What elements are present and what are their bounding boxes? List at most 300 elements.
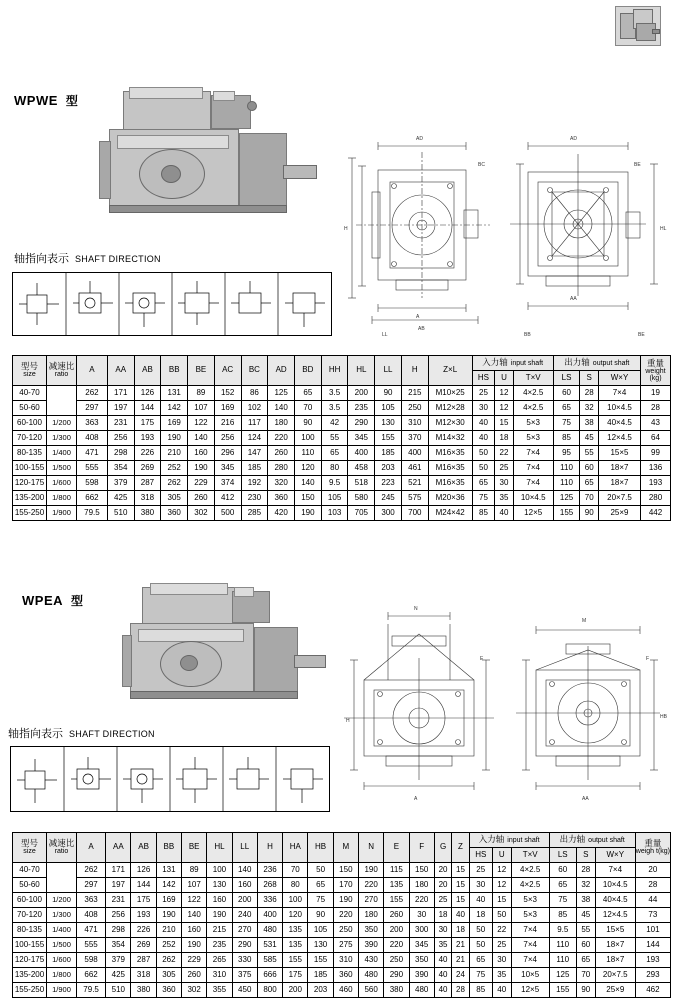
cell-value: 375 — [232, 968, 257, 983]
cell-value: 9.5 — [321, 476, 348, 491]
th2-output-shaft: 出力轴 output shaft — [549, 833, 635, 848]
cell-value: 260 — [268, 446, 295, 461]
th2-HA: HA — [283, 833, 308, 863]
cell-value: 210 — [161, 446, 188, 461]
cell-value: 160 — [207, 893, 232, 908]
cell-output-shaft: 60 — [580, 461, 599, 476]
cell-weight: 99 — [641, 446, 671, 461]
table-row — [13, 401, 671, 416]
cell-output-shaft: 40×4.5 — [595, 893, 635, 908]
cell-value: 531 — [257, 938, 282, 953]
cell-value: 28 — [452, 983, 469, 998]
cell-value: 107 — [188, 401, 215, 416]
cell-value: 296 — [214, 446, 241, 461]
cell-output-shaft: 110 — [549, 938, 576, 953]
cell-value: 420 — [268, 506, 295, 521]
cell-value: 305 — [161, 491, 188, 506]
cell-value: 220 — [333, 908, 358, 923]
cell-input-shaft: 35 — [495, 491, 513, 506]
cell-value: 521 — [401, 476, 428, 491]
cell-value: 318 — [131, 968, 156, 983]
cell-value: 89 — [182, 863, 207, 878]
cell-value: 560 — [359, 983, 384, 998]
cell-output-shaft: 75 — [549, 893, 576, 908]
cell-ratio: 1/800 — [47, 968, 77, 983]
th2-WxY: W×Y — [595, 848, 635, 863]
cell-value: 379 — [107, 476, 134, 491]
cell-value: 122 — [182, 893, 207, 908]
th-size: 型号 size — [13, 356, 47, 386]
cell-input-shaft: 4×2.5 — [513, 386, 553, 401]
cell-size: 100-155 — [13, 938, 47, 953]
cell-value: 140 — [295, 476, 322, 491]
th-AC: AC — [214, 356, 241, 386]
cell-value: 250 — [384, 953, 409, 968]
shaft-direction-en-2: SHAFT DIRECTION — [69, 729, 155, 739]
cell-value: 585 — [257, 953, 282, 968]
th-TxV: T×V — [513, 371, 553, 386]
cell-output-shaft: 12×4.5 — [595, 908, 635, 923]
cell-value: 250 — [333, 923, 358, 938]
cell-ratio — [47, 863, 77, 893]
th-AD: AD — [268, 356, 295, 386]
shaft-direction-cn: 轴指向表示 — [14, 253, 69, 265]
cell-input-shaft: 25 — [492, 938, 511, 953]
cell-value: 130 — [308, 938, 333, 953]
cell-value: 330 — [232, 953, 257, 968]
cell-output-shaft: 32 — [580, 401, 599, 416]
section-title-suffix: 型 — [65, 94, 79, 108]
cell-value: 169 — [161, 416, 188, 431]
th-weight: 重量 weight (kg) — [641, 356, 671, 386]
th-LS: LS — [553, 371, 580, 386]
cell-value: 510 — [106, 983, 131, 998]
cell-value: 345 — [409, 938, 434, 953]
svg-text:E: E — [480, 656, 484, 662]
svg-text:AD: AD — [570, 136, 577, 142]
cell-value: 226 — [134, 446, 161, 461]
cell-value: 555 — [77, 461, 108, 476]
cell-value: 70 — [283, 863, 308, 878]
cell-output-shaft: 18×7 — [599, 476, 641, 491]
cell-value: 297 — [77, 401, 108, 416]
table-row — [13, 416, 671, 431]
cell-value: 79.5 — [77, 506, 108, 521]
th2-E: E — [384, 833, 409, 863]
cell-value: 310 — [401, 416, 428, 431]
cell-output-shaft: 65 — [553, 401, 580, 416]
cell-value: 430 — [359, 953, 384, 968]
cell-value: 231 — [107, 416, 134, 431]
cell-value: 350 — [409, 953, 434, 968]
cell-output-shaft: 28 — [576, 863, 595, 878]
th-BB: BB — [161, 356, 188, 386]
cell-output-shaft: 60 — [576, 938, 595, 953]
cell-ratio: 1/400 — [47, 923, 77, 938]
table-row — [13, 476, 671, 491]
th-U: U — [495, 371, 513, 386]
table-row — [13, 893, 671, 908]
th2-A: A — [77, 833, 106, 863]
cell-size: 100-155 — [13, 461, 47, 476]
cell-input-shaft: 25 — [469, 863, 492, 878]
cell-value: 3.5 — [321, 401, 348, 416]
cell-input-shaft: 65 — [469, 953, 492, 968]
table-row — [13, 431, 671, 446]
cell-ratio: 1/500 — [47, 461, 77, 476]
cell-ratio: 1/800 — [47, 491, 77, 506]
cell-input-shaft: 15 — [492, 893, 511, 908]
cell-ratio: 1/600 — [47, 953, 77, 968]
cell-value: 40 — [434, 953, 451, 968]
cell-value: 260 — [188, 491, 215, 506]
cell-ratio: 1/300 — [47, 908, 77, 923]
cell-output-shaft: 65 — [576, 953, 595, 968]
cell-value: 175 — [134, 416, 161, 431]
cell-output-shaft: 45 — [576, 908, 595, 923]
cell-value: 120 — [283, 908, 308, 923]
cell-value: 25 — [434, 893, 451, 908]
cell-value: 135 — [283, 923, 308, 938]
cell-value: 126 — [134, 386, 161, 401]
cell-value: 40 — [434, 968, 451, 983]
cell-size: 120-175 — [13, 953, 47, 968]
cell-weight: 20 — [635, 863, 670, 878]
cell-value: 147 — [241, 446, 268, 461]
cell-output-shaft: 60 — [549, 863, 576, 878]
cell-value: 269 — [131, 938, 156, 953]
th-input-shaft: 入力轴 input shaft — [472, 356, 553, 371]
cell-value: 120 — [295, 461, 322, 476]
cell-value: 15 — [452, 893, 469, 908]
cell-value: 290 — [348, 416, 375, 431]
cell-value: 135 — [283, 938, 308, 953]
cell-value: 240 — [232, 908, 257, 923]
th2-H: H — [257, 833, 282, 863]
svg-text:BC: BC — [478, 162, 485, 168]
cell-input-shaft: 22 — [492, 923, 511, 938]
cell-value: 122 — [188, 416, 215, 431]
cell-size: 70-120 — [13, 431, 47, 446]
svg-text:BB: BB — [524, 332, 531, 338]
th-output-shaft: 出力轴 output shaft — [553, 356, 640, 371]
th-A: A — [77, 356, 108, 386]
cell-value: 598 — [77, 953, 106, 968]
spec-table-wpea — [12, 832, 671, 998]
cell-output-shaft: 95 — [553, 446, 580, 461]
cell-output-shaft: 55 — [580, 446, 599, 461]
cell-value: 193 — [131, 908, 156, 923]
cell-value: 115 — [384, 863, 409, 878]
cell-input-shaft: 30 — [492, 953, 511, 968]
cell-value: 425 — [107, 491, 134, 506]
table-row — [13, 908, 671, 923]
cell-output-shaft: 70 — [576, 968, 595, 983]
cell-input-shaft: 40 — [469, 893, 492, 908]
cell-input-shaft: 7×4 — [511, 938, 549, 953]
cell-input-shaft: 5×3 — [513, 431, 553, 446]
svg-text:A: A — [416, 314, 420, 320]
cell-value: 175 — [131, 893, 156, 908]
cell-value: 400 — [257, 908, 282, 923]
cell-value: 105 — [321, 491, 348, 506]
cell-input-shaft: 4×2.5 — [511, 878, 549, 893]
cell-value: 102 — [241, 401, 268, 416]
section-title-text: WPWE — [14, 93, 58, 108]
cell-weight: 462 — [635, 983, 670, 998]
section-title-suffix-2: 型 — [71, 594, 84, 608]
cell-value: 350 — [359, 923, 384, 938]
wpwe-product-photo — [95, 85, 325, 230]
cell-value: 229 — [182, 953, 207, 968]
cell-value: 160 — [182, 923, 207, 938]
cell-value: 142 — [156, 878, 181, 893]
cell-ratio: 1/900 — [47, 983, 77, 998]
table-row — [13, 938, 671, 953]
cell-input-shaft: 22 — [495, 446, 513, 461]
cell-value: 290 — [384, 968, 409, 983]
table-row — [13, 923, 671, 938]
cell-value: 180 — [268, 416, 295, 431]
cell-input-shaft: 30 — [469, 878, 492, 893]
cell-value: 260 — [384, 908, 409, 923]
table-row — [13, 968, 671, 983]
cell-value: 705 — [348, 506, 375, 521]
cell-input-shaft: 40 — [495, 506, 513, 521]
cell-weight: 28 — [641, 401, 671, 416]
cell-value: M10×25 — [428, 386, 472, 401]
cell-weight: 101 — [635, 923, 670, 938]
cell-value: 265 — [207, 953, 232, 968]
cell-value: 142 — [161, 401, 188, 416]
svg-text:AD: AD — [416, 136, 423, 142]
cell-value: 15 — [452, 878, 469, 893]
cell-input-shaft: 50 — [469, 923, 492, 938]
svg-text:A: A — [414, 796, 418, 802]
svg-text:AA: AA — [570, 296, 577, 302]
cell-input-shaft: 35 — [492, 968, 511, 983]
cell-weight: 193 — [635, 953, 670, 968]
cell-value: 268 — [257, 878, 282, 893]
cell-value: 363 — [77, 893, 106, 908]
cell-input-shaft: 75 — [469, 968, 492, 983]
cell-value: 231 — [106, 893, 131, 908]
cell-value: 280 — [268, 461, 295, 476]
cell-value: 380 — [384, 983, 409, 998]
cell-value: 575 — [401, 491, 428, 506]
th2-U: U — [492, 848, 511, 863]
cell-value: 100 — [283, 893, 308, 908]
cell-input-shaft: 30 — [472, 401, 495, 416]
cell-value: 105 — [308, 923, 333, 938]
cell-value: 302 — [182, 983, 207, 998]
cell-size: 60-100 — [13, 416, 47, 431]
cell-output-shaft: 55 — [576, 923, 595, 938]
cell-value: 50 — [308, 863, 333, 878]
product-thumbnail-icon — [615, 6, 661, 46]
svg-text:HB: HB — [660, 714, 667, 720]
cell-value: 190 — [333, 893, 358, 908]
cell-value: 20 — [434, 878, 451, 893]
table-row — [13, 953, 671, 968]
spec-table-wpwe-body — [13, 386, 671, 521]
cell-value: 169 — [214, 401, 241, 416]
cell-input-shaft: 50 — [469, 938, 492, 953]
cell-value: 260 — [182, 968, 207, 983]
cell-value: 200 — [283, 983, 308, 998]
cell-value: 190 — [182, 938, 207, 953]
cell-value: 203 — [308, 983, 333, 998]
cell-size: 40-70 — [13, 386, 47, 401]
cell-value: 662 — [77, 491, 108, 506]
cell-output-shaft: 20×7.5 — [595, 968, 635, 983]
cell-input-shaft: 12×5 — [513, 506, 553, 521]
cell-output-shaft: 90 — [576, 983, 595, 998]
cell-value: 252 — [161, 461, 188, 476]
svg-text:AA: AA — [582, 796, 589, 802]
cell-value: 130 — [375, 416, 402, 431]
cell-input-shaft: 85 — [472, 506, 495, 521]
cell-value: 130 — [207, 878, 232, 893]
cell-value: 256 — [107, 431, 134, 446]
cell-value: 662 — [77, 968, 106, 983]
cell-value: M20×36 — [428, 491, 472, 506]
cell-value: 171 — [107, 386, 134, 401]
cell-ratio: 1/400 — [47, 446, 77, 461]
cell-input-shaft: 4×2.5 — [511, 863, 549, 878]
table-row — [13, 386, 671, 401]
cell-input-shaft: 12 — [495, 401, 513, 416]
cell-ratio: 1/300 — [47, 431, 77, 446]
cell-value: 89 — [188, 386, 215, 401]
th2-BB: BB — [156, 833, 181, 863]
cell-value: 380 — [131, 983, 156, 998]
cell-value: 666 — [257, 968, 282, 983]
cell-value: 65 — [308, 878, 333, 893]
cell-value: 203 — [375, 461, 402, 476]
cell-value: 598 — [77, 476, 108, 491]
svg-text:H: H — [344, 226, 348, 232]
cell-input-shaft: 5×3 — [513, 416, 553, 431]
cell-size: 155-250 — [13, 506, 47, 521]
svg-text:LL: LL — [382, 332, 388, 338]
cell-value: M12×28 — [428, 401, 472, 416]
wpea-technical-drawing — [330, 600, 670, 815]
cell-value: 110 — [295, 446, 322, 461]
cell-size: 40-70 — [13, 863, 47, 878]
cell-ratio: 1/200 — [47, 416, 77, 431]
th-BC: BC — [241, 356, 268, 386]
cell-input-shaft: 5×3 — [511, 908, 549, 923]
cell-size: 50-60 — [13, 401, 47, 416]
cell-value: 144 — [134, 401, 161, 416]
th2-HL: HL — [207, 833, 232, 863]
cell-value: 200 — [348, 386, 375, 401]
cell-value: 412 — [214, 491, 241, 506]
cell-value: 220 — [359, 878, 384, 893]
th2-TxV: T×V — [511, 848, 549, 863]
cell-output-shaft: 20×7.5 — [599, 491, 641, 506]
cell-value: 355 — [207, 983, 232, 998]
cell-value: 510 — [107, 506, 134, 521]
cell-value: 460 — [333, 983, 358, 998]
cell-value: 480 — [257, 923, 282, 938]
cell-value: 480 — [409, 983, 434, 998]
cell-value: 380 — [134, 506, 161, 521]
cell-output-shaft: 15×5 — [595, 923, 635, 938]
cell-output-shaft: 85 — [553, 431, 580, 446]
cell-weight: 193 — [641, 476, 671, 491]
cell-input-shaft: 65 — [472, 476, 495, 491]
th-ZxL: Z×L — [428, 356, 472, 386]
spec-table-wpea-body — [13, 863, 671, 998]
cell-value: 180 — [359, 908, 384, 923]
th2-AB: AB — [131, 833, 156, 863]
cell-value: 144 — [131, 878, 156, 893]
cell-value: 302 — [188, 506, 215, 521]
cell-value: 408 — [77, 431, 108, 446]
th-H: H — [401, 356, 428, 386]
cell-value: 360 — [161, 506, 188, 521]
cell-value: 160 — [232, 878, 257, 893]
cell-ratio: 1/900 — [47, 506, 77, 521]
cell-value: 135 — [384, 878, 409, 893]
cell-value: 35 — [434, 938, 451, 953]
cell-value: 262 — [77, 863, 106, 878]
table-row — [13, 446, 671, 461]
cell-value: 80 — [283, 878, 308, 893]
svg-text:F: F — [646, 656, 650, 662]
cell-value: 86 — [241, 386, 268, 401]
cell-value: M16×35 — [428, 476, 472, 491]
cell-value: 275 — [333, 938, 358, 953]
th2-HB: HB — [308, 833, 333, 863]
cell-weight: 442 — [641, 506, 671, 521]
cell-value: M14×32 — [428, 431, 472, 446]
cell-value: 287 — [134, 476, 161, 491]
cell-weight: 280 — [641, 491, 671, 506]
cell-value: 555 — [77, 938, 106, 953]
cell-output-shaft: 28 — [580, 386, 599, 401]
cell-value: 190 — [207, 908, 232, 923]
section-title-wpea — [22, 592, 84, 609]
cell-value: 298 — [106, 923, 131, 938]
cell-value: 262 — [156, 953, 181, 968]
cell-value: 300 — [375, 506, 402, 521]
cell-output-shaft: 70 — [580, 491, 599, 506]
cell-value: 125 — [268, 386, 295, 401]
shaft-direction-diagram-wpea — [10, 746, 330, 812]
cell-value: 236 — [257, 863, 282, 878]
cell-value: 190 — [161, 431, 188, 446]
cell-value: 250 — [401, 401, 428, 416]
th2-AA: AA — [106, 833, 131, 863]
cell-value: 79.5 — [77, 983, 106, 998]
shaft-direction-en: SHAFT DIRECTION — [75, 254, 161, 264]
cell-value: 310 — [333, 953, 358, 968]
cell-weight: 19 — [641, 386, 671, 401]
cell-value: 354 — [106, 938, 131, 953]
cell-value: 235 — [207, 938, 232, 953]
cell-value: 287 — [131, 953, 156, 968]
cell-value: 336 — [257, 893, 282, 908]
cell-value: 131 — [156, 863, 181, 878]
cell-value: 30 — [434, 923, 451, 938]
cell-size: 120-175 — [13, 476, 47, 491]
cell-value: 256 — [106, 908, 131, 923]
cell-value: 140 — [188, 431, 215, 446]
cell-value: 90 — [308, 908, 333, 923]
